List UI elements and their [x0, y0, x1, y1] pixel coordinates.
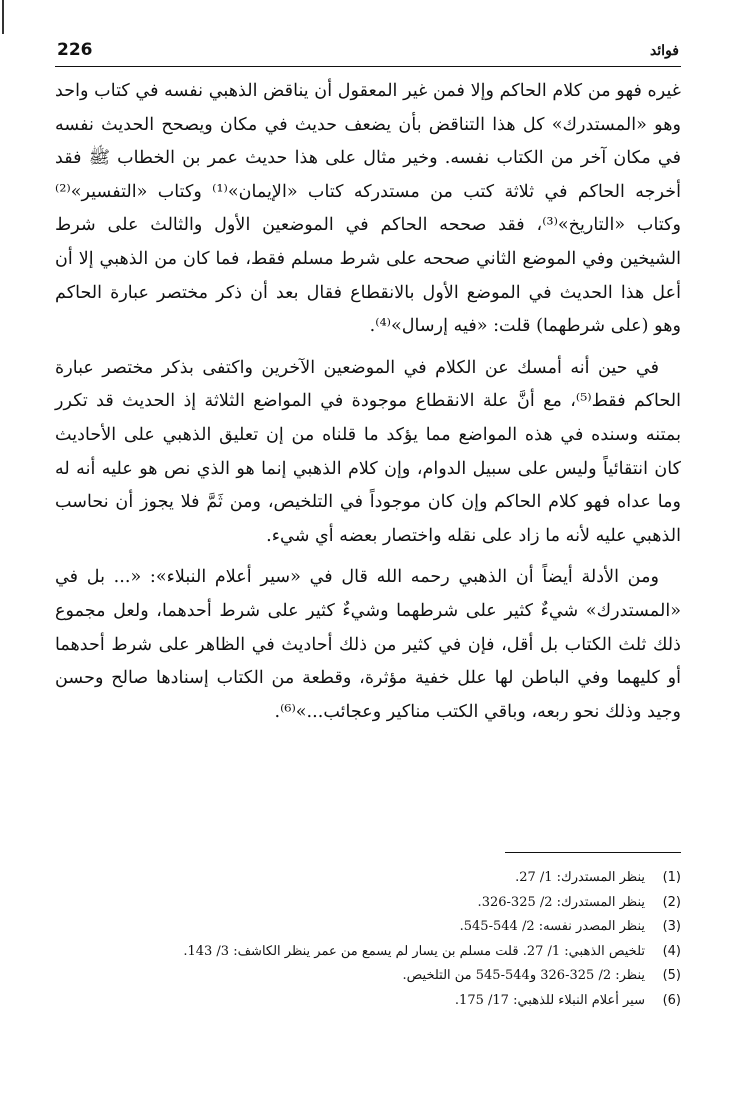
footnote-number: (6) [662, 992, 681, 1008]
scan-edge-mark [2, 0, 4, 34]
footnote-number: (4) [662, 943, 681, 959]
footnote-6 [55, 989, 681, 1014]
footnote-separator [505, 852, 681, 853]
footnote-text: ينظر: 2/ 325-326 و544-545 من التلخيص. [402, 968, 645, 984]
page-number: 226 [57, 40, 93, 60]
footnote-text: ينظر المصدر نفسه: 2/ 544-545. [459, 919, 645, 935]
paragraph-1: غيره فهو من كلام الحاكم وإلا فمن غير المعقول أن يناقض الذهبي نفسه في كتاب واحد وهو «المستدرك» كل هذا التناقض بأن يضعف حديث في مكان ويصحح الحديث نفسه في مكان آخر من الكتاب نفسه. وخير مثال على هذا حديث عمر بن الخطاب ﷺ فقد أخرجه الحاكم في ثلاثة كتب من مستدركه كتاب «الإيمان»⁽¹⁾ وكتاب «التفسير»⁽²⁾ وكتاب «التاريخ»⁽³⁾، فقد صححه الحاكم في الموضعين الأول والثالث على شرط الشيخين وفي الموضع الثاني صححه على شرط مسلم فقط، فما كان من الذهبي إلا أن أعل هذا الحديث في الموضع الأول بالانقطاع فقال بعد أن ذكر مختصر عبارة الحاكم وهو (على شرطهما) قلت: «فيه إرسال»⁽⁴⁾. [55, 81, 681, 337]
footnote-number: (1) [662, 870, 681, 885]
running-title: فوائد [649, 43, 679, 59]
footnote-3 [55, 915, 681, 940]
footnote-number: (5) [662, 968, 681, 984]
footnote-text: تلخيص الذهبي: 1/ 27. قلت مسلم بن يسار لم يسمع من عمر ينظر الكاشف: 3/ 143. [183, 943, 645, 959]
footnote-4 [55, 940, 681, 965]
footnote-text: ينظر المستدرك: 1/ 27. [515, 870, 645, 885]
footnote-2 [55, 891, 681, 916]
footnote-text: سير أعلام النبلاء للذهبي: 17/ 175. [454, 992, 645, 1008]
paragraph-2: في حين أنه أمسك عن الكلام في الموضعين الآخرين واكتفى بذكر مختصر عبارة الحاكم فقط⁽⁵⁾، مع أنَّ علة الانقطاع موجودة في المواضع الثلاثة إذ الحديث قد تكرر بمتنه وسنده في هذه المواضع مما يؤكد ما قلناه من إن تعليق الذهبي على الأحاديث كان انتقائياً وليس على سبيل الدوام، وإن كلام الذهبي إنما هو الذي نص هو عليه أنه له وما عداه فهو كلام الحاكم وإن كان موجوداً في التلخيص، ومن ثَمَّ فلا يجوز أن نحاسب الذهبي عليه لأنه ما زاد على نقله واختصار بعضه أي شيء. [55, 357, 681, 546]
paragraph-3: ومن الأدلة أيضاً أن الذهبي رحمه الله قال في «سير أعلام النبلاء»: «... بل في «المستدرك» شيءٌ كثير على شرطهما وشيءٌ كثير على شرط أحدهما، ولعل مجموع ذلك ثلث الكتاب بل أقل، فإن في كثير من ذلك أحاديث في الظاهر على شرط أحدهما أو كليهما وفي الباطن لها علل خفية مؤثرة، وقطعة من الكتاب إسنادها صالح وحسن وجيد وذلك نحو ربعه، وباقي الكتب مناكير وعجائب...»⁽⁶⁾. [55, 567, 681, 722]
footnotes [55, 866, 681, 1014]
footnote-number: (3) [662, 919, 681, 935]
main-text [55, 75, 681, 729]
footnote-1 [55, 866, 681, 891]
footnote-5 [55, 964, 681, 989]
page-header [55, 40, 681, 67]
footnote-text: ينظر المستدرك: 2/ 325-326. [477, 894, 645, 910]
footnote-number: (2) [662, 894, 681, 910]
book-page [55, 40, 681, 1008]
